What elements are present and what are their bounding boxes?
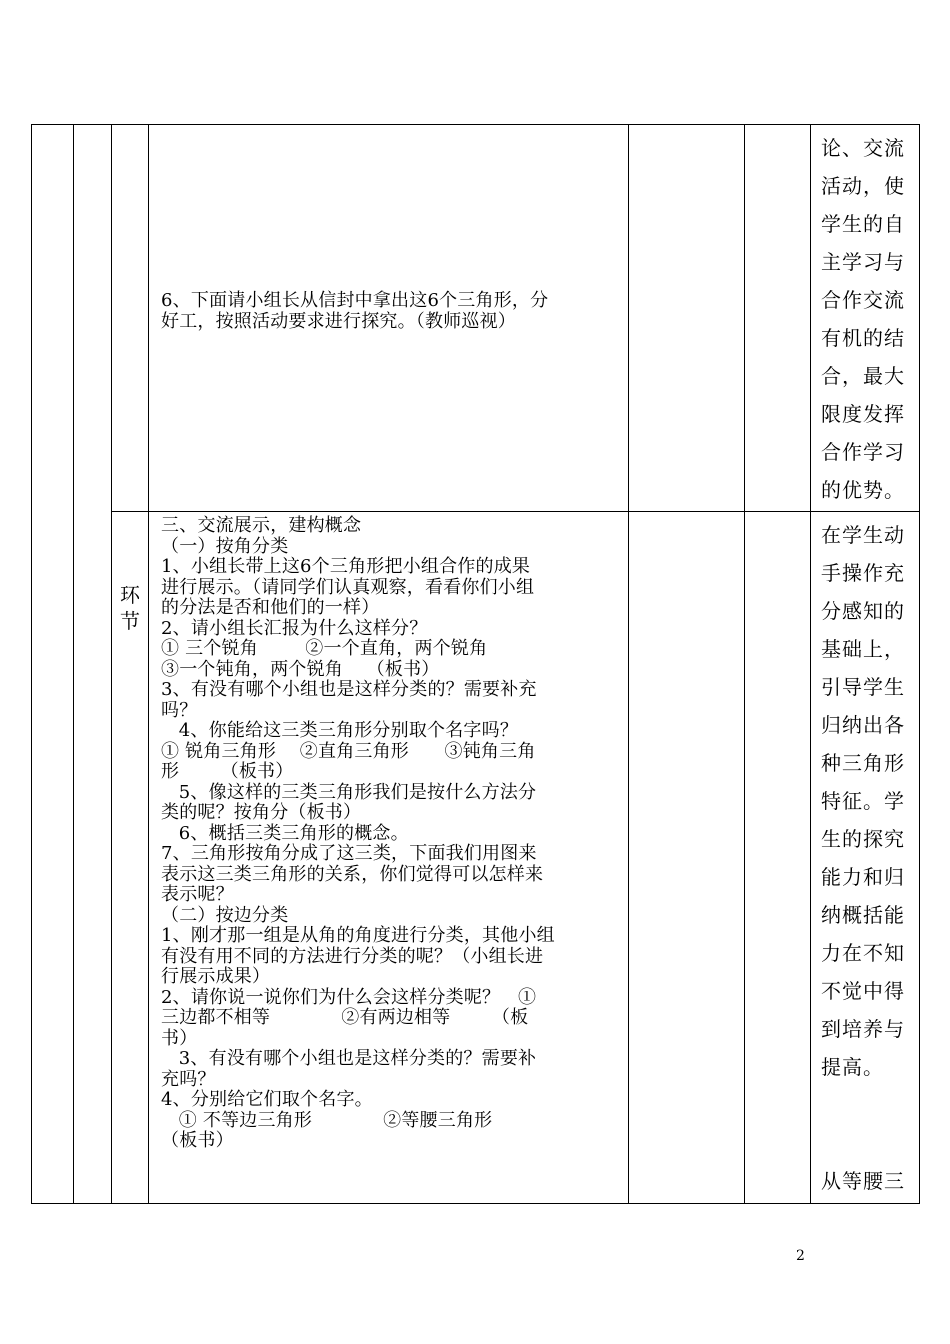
content-line: 三边都不相等 ②有两边相等 （板 [161, 1007, 529, 1028]
phase-column-cell [74, 125, 112, 1204]
content-line: 书） [161, 1027, 198, 1049]
content-line: 3、有没有哪个小组也是这样分类的？需要补 [161, 1048, 537, 1069]
content-line: 的分法是否和他们的一样） [161, 597, 380, 618]
note-line: 到培养与 [821, 1017, 905, 1041]
content-line: 2、请你说一说你们为什么会这样分类呢？ ① [161, 986, 537, 1008]
note-line: 不觉中得 [821, 979, 905, 1003]
design-intent-cell [811, 125, 920, 512]
note-line: 纳概括能 [821, 903, 905, 927]
content-line: ① 锐角三角形 ②直角三角形 ③钝角三角 [161, 740, 536, 762]
note-line: 从等腰三 [821, 1169, 905, 1193]
content-line: 7、三角形按角分成了这三类，下面我们用图来 [161, 843, 537, 864]
content-line: ③一个钝角，两个锐角 （板书） [161, 658, 440, 680]
content-line: （一）按角分类 [161, 535, 289, 557]
note-line: 提高。 [821, 1055, 884, 1079]
note-line [821, 1124, 915, 1162]
stage-label-char: 环 [120, 583, 140, 607]
stage-label-cell [112, 512, 149, 1204]
content-line: 表示呢？ [161, 884, 234, 905]
note-line: 在学生动 [821, 523, 905, 547]
note-line: 有机的结 [821, 326, 905, 350]
design-intent-cell [811, 512, 920, 1204]
note-line: 分感知的 [821, 599, 905, 623]
content-line: （二）按边分类 [161, 904, 289, 926]
content-line: 好工，按照活动要求进行探究。（教师巡视） [161, 310, 516, 332]
note-line: 活动，使 [821, 174, 905, 198]
content-line: 进行展示。（请同学们认真观察，看看你们小组 [161, 576, 535, 598]
note-line: 生的探究 [821, 827, 905, 851]
table-row [32, 512, 920, 1204]
content-line: 吗？ [161, 699, 198, 721]
note-line: 合作交流 [821, 288, 905, 312]
note-line: 学生的自 [821, 212, 905, 236]
content-line: 6、下面请小组长从信封中拿出这6个三角形，分 [161, 290, 549, 311]
content-line: 4、分别给它们取个名字。 [161, 1089, 373, 1110]
note-line: 能力和归 [821, 865, 905, 889]
note-line: 主学习与 [821, 250, 905, 274]
content-line: 类的呢？按角分（板书） [161, 802, 362, 823]
note-line: 的优势。 [821, 478, 905, 502]
note-line: 论、交流 [821, 136, 905, 160]
note-line: 力在不知 [821, 941, 905, 965]
note-line: 引导学生 [821, 675, 905, 699]
content-line: 形 （板书） [161, 761, 294, 782]
content-line: 1、刚才那一组是从角的角度进行分类，其他小组 [161, 925, 555, 946]
content-line: 3、有没有哪个小组也是这样分类的？需要补充 [161, 679, 537, 700]
note-line: 归纳出各 [821, 713, 905, 737]
content-line: 三、交流展示，建构概念 [161, 515, 362, 536]
time-cell [745, 512, 811, 1204]
note-line: 限度发挥 [821, 402, 905, 426]
teaching-content-cell [149, 125, 629, 512]
content-line: ① 不等边三角形 ②等腰三角形 [161, 1109, 493, 1131]
page-number: 2 [796, 1248, 805, 1264]
lesson-plan-table [31, 124, 920, 1204]
teaching-content-cell [149, 512, 629, 1204]
section-column-cell [32, 125, 74, 1204]
content-line: ① 三个锐角 ②一个直角，两个锐角 [161, 638, 488, 659]
content-line: 5、像这样的三类三角形我们是按什么方法分 [161, 781, 537, 803]
note-line: 合，最大 [821, 364, 905, 388]
content-line: （板书） [161, 1130, 234, 1151]
note-line: 合作学习 [821, 440, 905, 464]
note-line [821, 1086, 915, 1124]
content-line: 2、请小组长汇报为什么这样分？ [161, 617, 428, 639]
table-row [32, 125, 920, 512]
note-line: 种三角形 [821, 751, 905, 775]
time-cell [745, 125, 811, 512]
note-line: 基础上， [821, 637, 905, 661]
stage-label-cell [112, 125, 149, 512]
content-line: 4、你能给这三类三角形分别取个名字吗？ [161, 720, 519, 741]
note-line: 特征。学 [821, 789, 905, 813]
content-line: 有没有用不同的方法进行分类的呢？（小组长进 [161, 945, 544, 967]
note-line: 手操作充 [821, 561, 905, 585]
student-activity-cell [629, 512, 745, 1204]
content-line: 6、概括三类三角形的概念。 [161, 822, 409, 844]
content-line: 1、小组长带上这6个三角形把小组合作的成果 [161, 556, 531, 577]
content-line: 表示这三类三角形的关系，你们觉得可以怎样来 [161, 863, 544, 885]
student-activity-cell [629, 125, 745, 512]
content-line: 充吗？ [161, 1068, 216, 1090]
stage-label-char: 节 [120, 609, 140, 633]
content-line: 行展示成果） [161, 966, 271, 987]
